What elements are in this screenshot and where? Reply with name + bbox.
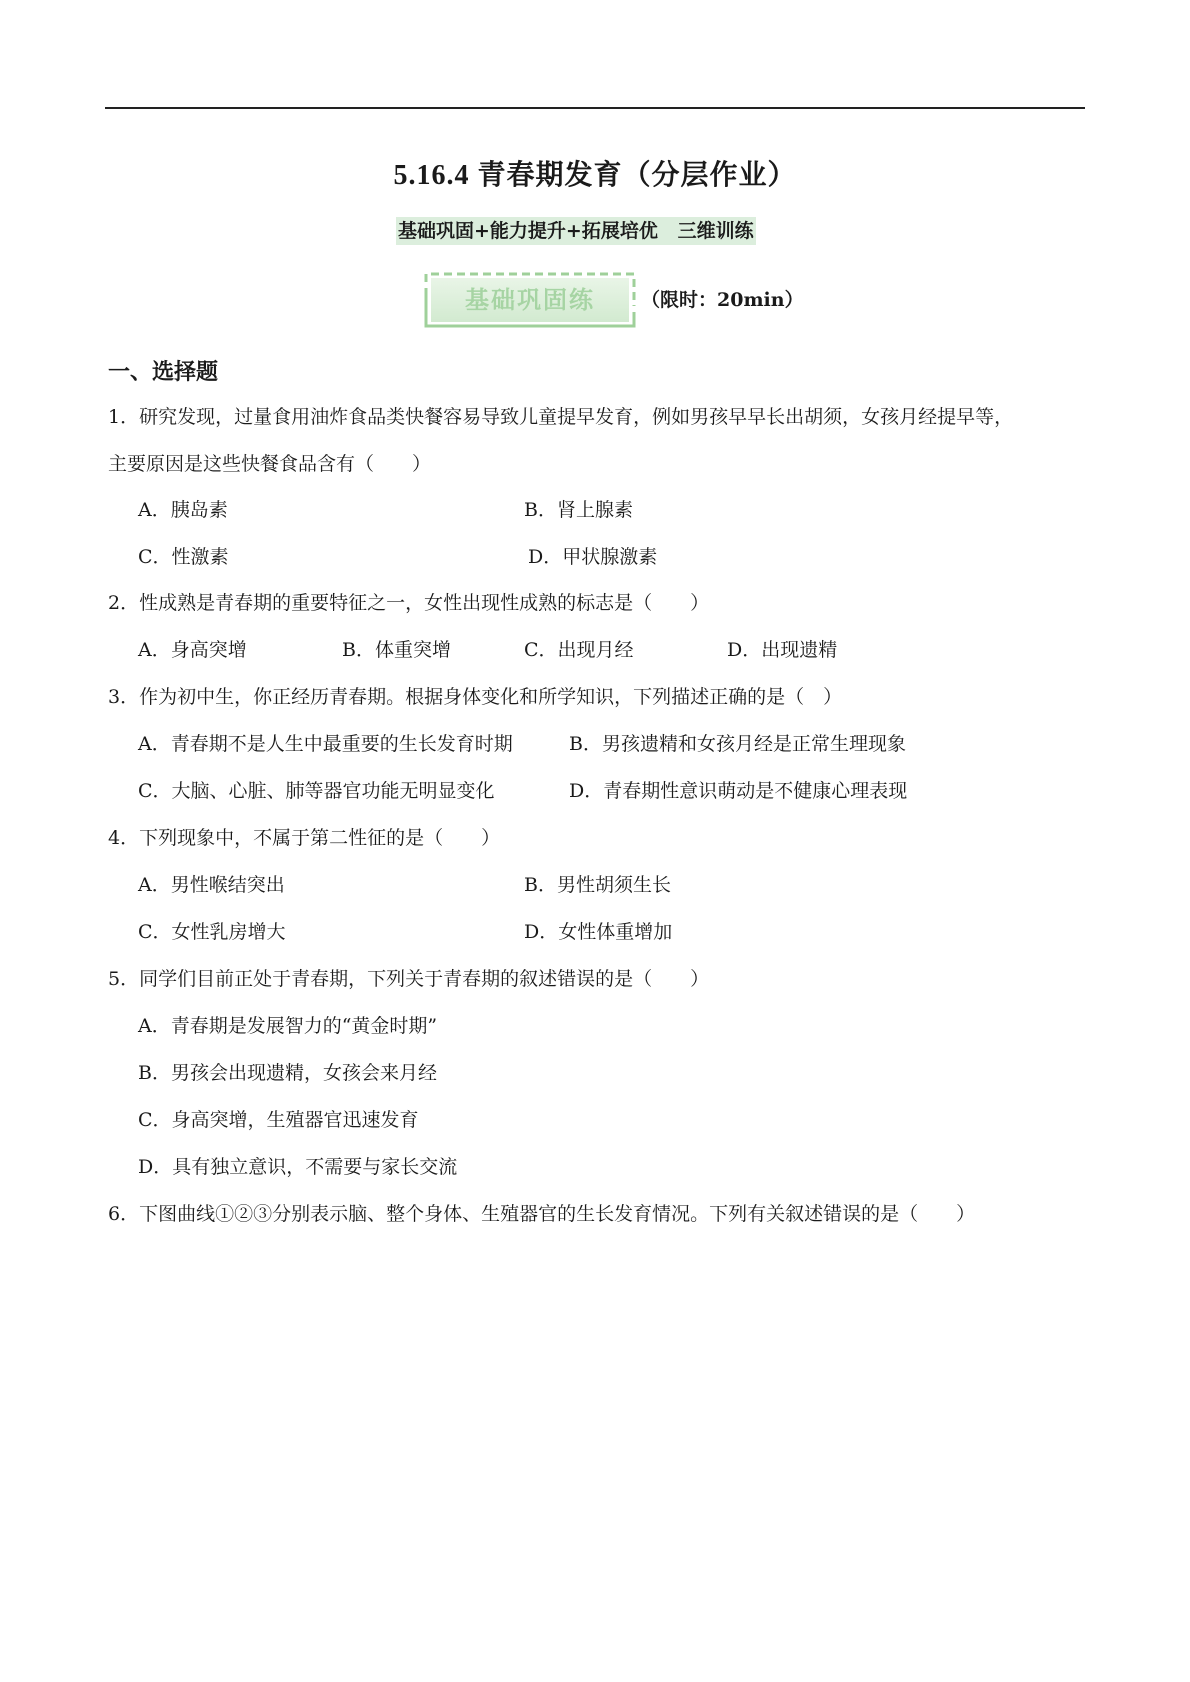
question-4-option-c: C．女性乳房增大 xyxy=(138,921,286,943)
question-5-option-c: C．身高突增，生殖器官迅速发育 xyxy=(138,1109,419,1131)
badge-label: 基础巩固练 xyxy=(465,286,595,314)
question-3-stem: 3．作为初中生，你正经历青春期。根据身体变化和所学知识，下列描述正确的是（ ） xyxy=(108,686,843,708)
section-heading: 一、选择题 xyxy=(108,360,219,385)
question-1-stem-line-1: 1．研究发现，过量食用油炸食品类快餐容易导致儿童提早发育，例如男孩早早长出胡须，女孩月经提早等， xyxy=(108,406,1014,428)
question-2-option-d: D．出现遗精 xyxy=(727,639,838,661)
question-2-option-c: C．出现月经 xyxy=(524,639,634,661)
time-limit: （限时：20min） xyxy=(641,289,804,311)
question-1-stem-line-2: 主要原因是这些快餐食品含有（ ） xyxy=(108,453,432,475)
question-1-option-a: A．胰岛素 xyxy=(138,499,228,521)
section-badge xyxy=(424,272,636,328)
question-2-stem: 2．性成熟是青春期的重要特征之一，女性出现性成熟的标志是（ ） xyxy=(108,592,710,614)
question-5-option-b: B．男孩会出现遗精，女孩会来月经 xyxy=(138,1062,437,1084)
question-1-option-c: C．性激素 xyxy=(138,546,229,568)
question-1-option-b: B．肾上腺素 xyxy=(524,499,633,521)
question-5-option-a: A．青春期是发展智力的“黄金时期” xyxy=(138,1015,438,1037)
question-3-option-a: A．青春期不是人生中最重要的生长发育时期 xyxy=(138,733,513,755)
question-5-stem: 5．同学们目前正处于青春期，下列关于青春期的叙述错误的是（ ） xyxy=(108,968,710,990)
question-3-option-b: B．男孩遗精和女孩月经是正常生理现象 xyxy=(569,733,906,755)
question-4-stem: 4．下列现象中，不属于第二性征的是（ ） xyxy=(108,827,501,849)
question-2-option-b: B．体重突增 xyxy=(342,639,451,661)
subtitle-banner: 基础巩固+能力提升+拓展培优 三维训练 xyxy=(396,217,756,245)
question-6-stem: 6．下图曲线①②③分别表示脑、整个身体、生殖器官的生长发育情况。下列有关叙述错误的是（ ） xyxy=(108,1203,976,1225)
question-2-option-a: A．身高突增 xyxy=(138,639,247,661)
question-1-option-d: D．甲状腺激素 xyxy=(528,546,658,568)
question-5-option-d: D．具有独立意识，不需要与家长交流 xyxy=(138,1156,458,1178)
question-4-option-a: A．男性喉结突出 xyxy=(138,874,285,896)
question-4-option-d: D．女性体重增加 xyxy=(524,921,673,943)
question-4-option-b: B．男性胡须生长 xyxy=(524,874,671,896)
question-3-option-d: D．青春期性意识萌动是不健康心理表现 xyxy=(569,780,908,802)
page-title: 5.16.4 青春期发育（分层作业） xyxy=(393,160,797,191)
header-rule xyxy=(105,107,1085,109)
question-3-option-c: C．大脑、心脏、肺等器官功能无明显变化 xyxy=(138,780,495,802)
